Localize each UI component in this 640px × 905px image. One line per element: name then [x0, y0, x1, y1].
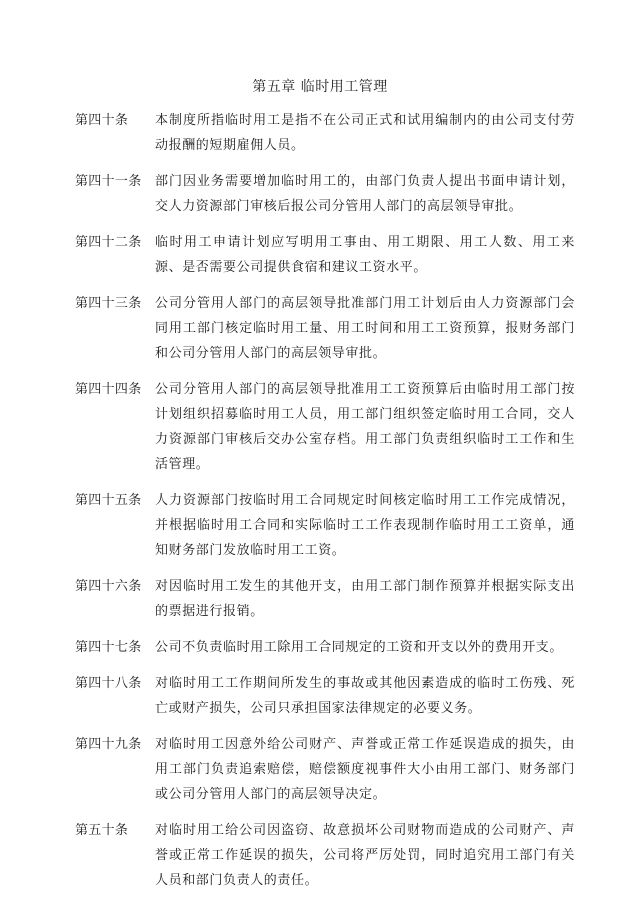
article-text: 对因临时用工发生的其他开支，由用工部门制作预算并根据实际支出的票据进行报销。 [155, 579, 575, 619]
article-number: 第四十八条 [75, 676, 142, 691]
article-text: 对临时用工给公司因盗窃、故意损坏公司财物而造成的公司财产、声誉或正常工作延误的损失，公司将严厉处罚，同时追究用工部门有关人员和部门负责人的责任。 [155, 823, 575, 888]
article-text: 人力资源部门按临时用工合同规定时间核定临时用工工作完成情况，并根据临时用工合同和实际临时工工作表现制作临时用工工资单，通知财务部门发放临时用工工资。 [155, 493, 575, 558]
article-number: 第四十四条 [75, 382, 142, 397]
article-list [75, 108, 575, 904]
chapter-title: 第五章 临时用工管理 [252, 79, 388, 95]
article-text: 公司分管用人部门的高层领导批准用工工资预算后由临时用工部门按计划组织招募临时用工人员，用工部门组织签定临时用工合同，交人力资源部门审核后交办公室存档。用工部门负责组织临时工工作和生活管理。 [155, 382, 575, 472]
article-number: 第四十六条 [75, 579, 142, 594]
article-number: 第四十九条 [75, 737, 142, 752]
article-49 [75, 732, 575, 807]
article-42 [75, 230, 575, 280]
article-text: 公司分管用人部门的高层领导批准部门用工计划后由人力资源部门会同用工部门核定临时用工量、用工时间和用工工资预算，报财务部门和公司分管用人部门的高层领导审批。 [155, 296, 575, 361]
article-number: 第五十条 [75, 823, 129, 838]
article-number: 第四十二条 [75, 235, 142, 250]
article-45 [75, 488, 575, 563]
article-48 [75, 671, 575, 721]
article-41 [75, 169, 575, 219]
article-text: 临时用工申请计划应写明用工事由、用工期限、用工人数、用工来源、是否需要公司提供食宿和建议工资水平。 [155, 235, 575, 275]
article-47 [75, 635, 575, 660]
article-text: 对临时用工因意外给公司财产、声誉或正常工作延误造成的损失，由用工部门负责追索赔偿，赔偿额度视事件大小由用工部门、财务部门或公司分管用人部门的高层领导决定。 [155, 737, 575, 802]
article-number: 第四十一条 [75, 174, 142, 189]
article-number: 第四十五条 [75, 493, 142, 508]
article-40 [75, 108, 575, 158]
article-50 [75, 818, 575, 893]
article-text: 对临时用工工作期间所发生的事故或其他因素造成的临时工伤残、死亡或财产损失，公司只承担国家法律规定的必要义务。 [155, 676, 575, 716]
article-number: 第四十条 [75, 113, 129, 128]
article-46 [75, 574, 575, 624]
article-44 [75, 377, 575, 477]
article-text: 本制度所指临时用工是指不在公司正式和试用编制内的由公司支付劳动报酬的短期雇佣人员。 [155, 113, 575, 153]
article-number: 第四十三条 [75, 296, 142, 311]
article-text: 部门因业务需要增加临时用工的，由部门负责人提出书面申请计划，交人力资源部门审核后报公司分管用人部门的高层领导审批。 [155, 174, 575, 214]
article-number: 第四十七条 [75, 640, 142, 655]
article-43 [75, 291, 575, 366]
article-text: 公司不负责临时用工除用工合同规定的工资和开支以外的费用开支。 [155, 640, 564, 655]
